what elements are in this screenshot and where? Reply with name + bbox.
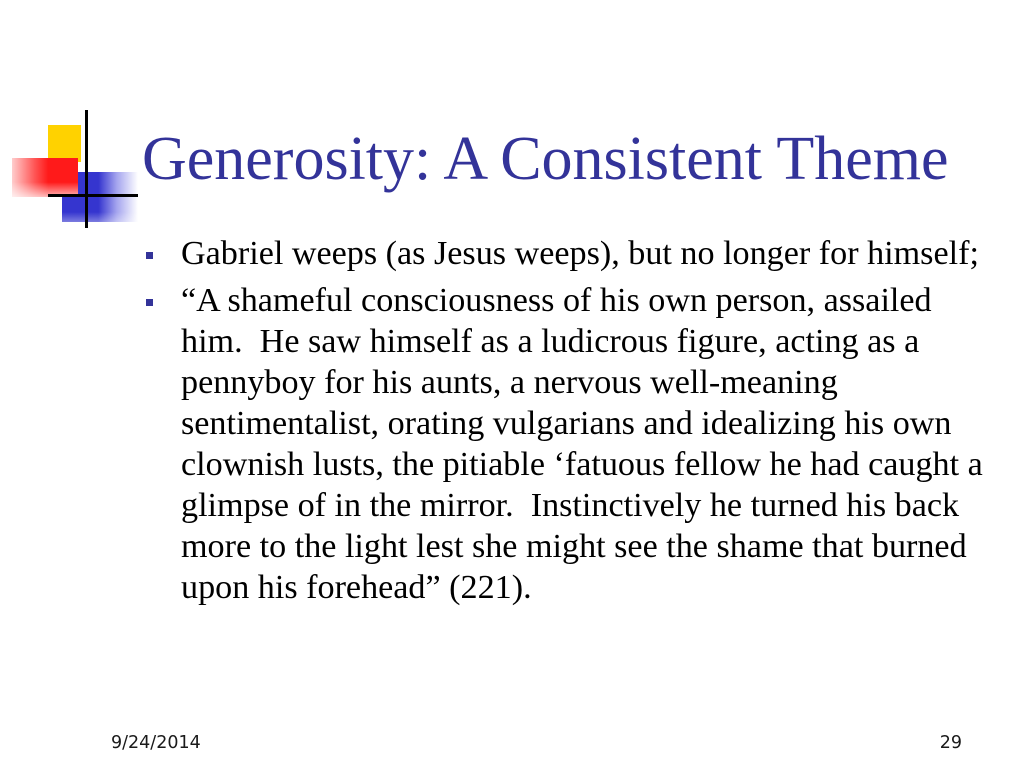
square-bullet-icon [146,252,153,259]
yellow-square-decoration [48,125,81,162]
vertical-rule-decoration [85,110,88,228]
bullet-text: Gabriel weeps (as Jesus weeps), but no longer for himself; [181,235,979,272]
square-bullet-icon [146,299,153,306]
bullet-item [181,233,993,274]
bullet-text: “A shameful consciousness of his own person, assailed him. He saw himself as a ludicrous figure, acting as a pennyboy for his aunts, a nervous well-meaning sentimentalist, orating vulgarians and idealizing his own clownish lusts, the pitiable ‘fatuous fellow he had caught a glimpse of in the mirror. Instinctively he turned his back more to the light lest she might see the shame that burned upon his forehead” (221). [181,282,992,606]
red-square-decoration [12,158,78,197]
slide-title: Generosity: A Consistent Theme [142,125,949,193]
horizontal-rule-decoration [48,194,138,197]
footer-date: 9/24/2014 [111,733,201,753]
slide-number: 29 [939,733,962,753]
bullet-list [181,233,993,614]
bullet-item [181,280,993,608]
